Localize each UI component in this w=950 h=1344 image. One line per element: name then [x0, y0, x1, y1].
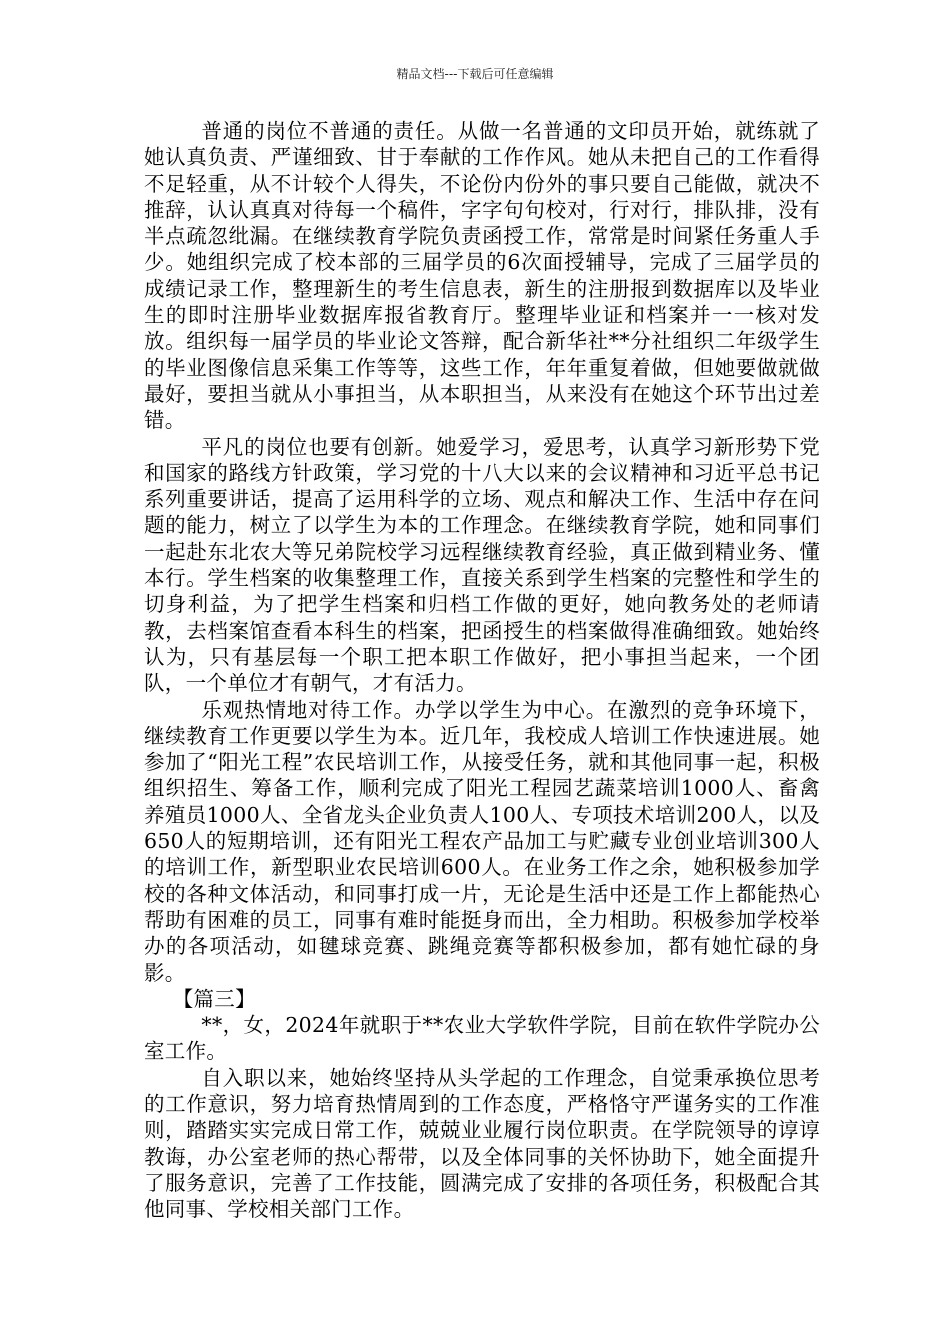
- paragraph-innovation: 平凡的岗位也要有创新。她爱学习，爱思考，认真学习新形势下党和国家的路线方针政策，学习党的十八大以来的会议精神和习近平总书记系列重要讲话，提高了运用科学的立场、观点和解决工作、生活中存在问题的能力，树立了以学生为本的工作理念。在继续教育学院，她和同事们一起赴东北农大等兄弟院校学习远程继续教育经验，真正做到精业务、懂本行。学生档案的收集整理工作，直接关系到学生档案的完整性和学生的切身利益，为了把学生档案和归档工作做的更好，她向教务处的老师请教，去档案馆查看本科生的档案，把函授生的档案做得准确细致。她始终认为，只有基层每一个职工把本职工作做好，把小事担当起来，一个团队，一个单位才有朝气，才有活力。: [144, 434, 820, 696]
- paragraph-enthusiasm: 乐观热情地对待工作。办学以学生为中心。在激烈的竞争环境下，继续教育工作更要以学生为本。近几年，我校成人培训工作快速进展。她参加了“阳光工程”农民培训工作，从接受任务，就和其他同事一起，积极组织招生、筹备工作，顺利完成了阳光工程园艺蔬菜培训1000人、畜禽养殖员1000人、全省龙头企业负责人100人、专项技术培训200人，以及650人的短期培训，还有阳光工程农产品加工与贮藏专业创业培训300人的培训工作，新型职业农民培训600人。在业务工作之余，她积极参加学校的各种文体活动，和同事打成一片，无论是生活中还是工作上都能热心帮助有困难的员工，同事有难时能挺身而出，全力相助。积极参加学校举办的各项活动，如毽球竞赛、跳绳竞赛等都积极参加，都有她忙碌的身影。: [144, 697, 820, 985]
- paragraph-ordinary-post: 普通的岗位不普通的责任。从做一名普通的文印员开始，就练就了她认真负责、严谨细致、甘于奉献的工作作风。她从未把自己的工作看得不足轻重，从不计较个人得失，不论份内份外的事只要自己能做，就决不推辞，认认真真对待每一个稿件，字字句句校对，行对行，排队排，没有半点疏忽纰漏。在继续教育学院负责函授工作，常常是时间紧任务重人手少。她组织完成了校本部的三届学员的6次面授辅导，完成了三届学员的成绩记录工作，整理新生的考生信息表，新生的注册报到数据库以及毕业生的即时注册毕业数据库报省教育厅。整理毕业证和档案并一一核对发放。组织每一届学员的毕业论文答辩，配合新华社**分社组织二年级学生的毕业图像信息采集工作等等，这些工作，年年重复着做，但她要做就做最好，要担当就从小事担当，从本职担当，从来没有在她这个环节出过差错。: [144, 119, 820, 433]
- section-title-part-three: 【篇三】: [172, 986, 256, 1011]
- page-header: 精品文档---下载后可任意编辑: [396, 67, 554, 81]
- paragraph-intro: **，女，2024年就职于**农业大学软件学院，目前在软件学院办公室工作。: [144, 1013, 820, 1064]
- paragraph-since-joining: 自入职以来，她始终坚持从头学起的工作理念，自觉秉承换位思考的工作意识，努力培育热情周到的工作态度，严格恪守严谨务实的工作准则，踏踏实实完成日常工作，兢兢业业履行岗位职责。在学院领导的谆谆教诲，办公室老师的热心帮带，以及全体同事的关怀协助下，她全面提升了服务意识，完善了工作技能，圆满完成了安排的各项任务，积极配合其他同事、学校相关部门工作。: [144, 1065, 820, 1222]
- document-body: [144, 118, 820, 1222]
